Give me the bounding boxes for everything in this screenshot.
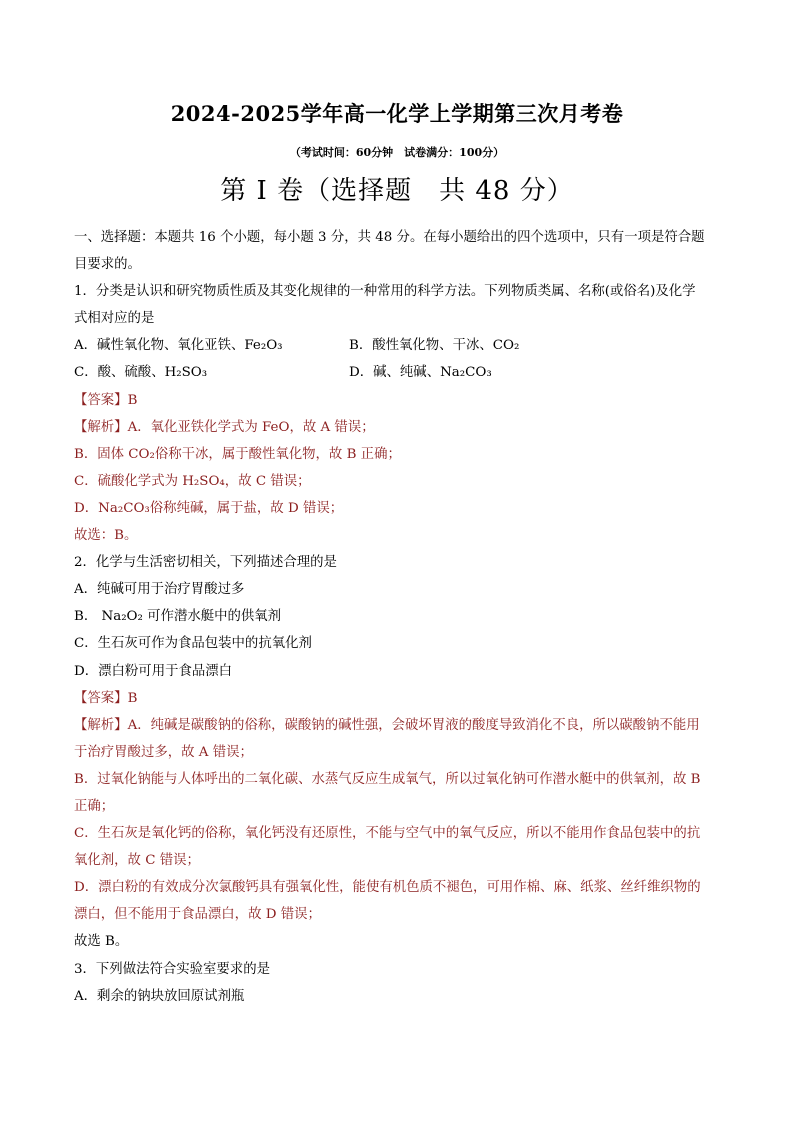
option-c: C．酸、硫酸、H₂SO₃ [74, 365, 208, 381]
answer-line [74, 685, 726, 712]
section-title: 第 I 卷（选择题 共 48 分） [220, 176, 574, 206]
answer-label: 【答案】 [74, 392, 128, 408]
question-stem: 1．分类是认识和研究物质性质及其变化规律的一种常用的科学方法。下列物质类属、名称(或俗名)及化学 [74, 284, 696, 300]
analysis-line: 于治疗胃酸过多，故 A 错误； [74, 744, 253, 760]
option-b: B．酸性氧化物、干冰、CO₂ [349, 338, 520, 354]
option-row [74, 332, 726, 359]
exam-subtitle: （考试时间：60分钟 试卷满分：100分） [289, 146, 505, 159]
analysis-line: D．Na₂CO₃俗称纯碱，属于盐，故 D 错误； [74, 500, 344, 516]
answer-value: B [127, 392, 138, 408]
option-a: A．碱性氧化物、氧化亚铁、Fe₂O₃ [74, 338, 283, 354]
analysis-line: C．生石灰是氧化钙的俗称，氧化钙没有还原性，不能与空气中的氧气反应，所以不能用作食品包装中的抗 [74, 826, 701, 842]
analysis-line: 氧化剂，故 C 错误； [74, 853, 200, 869]
option-d: D．漂白粉可用于食品漂白 [74, 663, 233, 679]
question-stem: 2．化学与生活密切相关，下列描述合理的是 [74, 555, 337, 571]
analysis-line: B．过氧化钠能与人体呼出的二氧化碳、水蒸气反应生成氧气，所以过氧化钠可作潜水艇中的供氧剂，故 B [74, 771, 701, 787]
exam-content [74, 224, 726, 1010]
analysis-line [74, 712, 726, 739]
option-b: B． Na₂O₂ 可作潜水艇中的供氧剂 [74, 609, 282, 625]
analysis-label: 【解析】 [74, 717, 128, 733]
analysis-label: 【解析】 [74, 419, 128, 435]
analysis-line: C．硫酸化学式为 H₂SO₄，故 C 错误； [74, 473, 311, 489]
analysis-line: B．固体 CO₂俗称干冰，属于酸性氧化物，故 B 正确； [74, 446, 401, 462]
option-d: D．碱、纯碱、Na₂CO₃ [349, 365, 492, 381]
analysis-line: D．漂白粉的有效成分次氯酸钙具有强氧化性，能使有机色质不褪色，可用作棉、麻、纸浆、丝纤维织物的 [74, 880, 701, 896]
option-a: A．纯碱可用于治疗胃酸过多 [74, 582, 245, 598]
question-stem: 式相对应的是 [74, 311, 155, 327]
answer-line [74, 387, 726, 414]
option-a: A．剩余的钠块放回原试剂瓶 [74, 988, 245, 1004]
conclusion-line: 故选：B。 [74, 528, 138, 544]
option-row [74, 359, 726, 386]
analysis-line: 正确； [74, 798, 115, 814]
question-stem: 3．下列做法符合实验室要求的是 [74, 961, 270, 977]
conclusion-line: 故选 B。 [74, 934, 129, 950]
analysis-text: A．氧化亚铁化学式为 FeO，故 A 错误； [127, 419, 375, 435]
analysis-line: 漂白，但不能用于食品漂白，故 D 错误； [74, 907, 321, 923]
instructions-line: 目要求的。 [74, 257, 141, 273]
instructions-line: 一、选择题：本题共 16 个小题，每小题 3 分，共 48 分。在每小题给出的四个选项中，只有一项是符合题 [74, 230, 705, 245]
exam-title: 2024-2025学年高一化学上学期第三次月考卷 [170, 101, 624, 126]
answer-value: B [127, 690, 138, 706]
analysis-text: A．纯碱是碳酸钠的俗称，碳酸钠的碱性强，会破坏胃液的酸度导致消化不良，所以碳酸钠不能用 [127, 717, 700, 733]
answer-label: 【答案】 [74, 690, 128, 706]
analysis-line [74, 414, 726, 441]
option-c: C．生石灰可作为食品包装中的抗氧化剂 [74, 636, 312, 652]
